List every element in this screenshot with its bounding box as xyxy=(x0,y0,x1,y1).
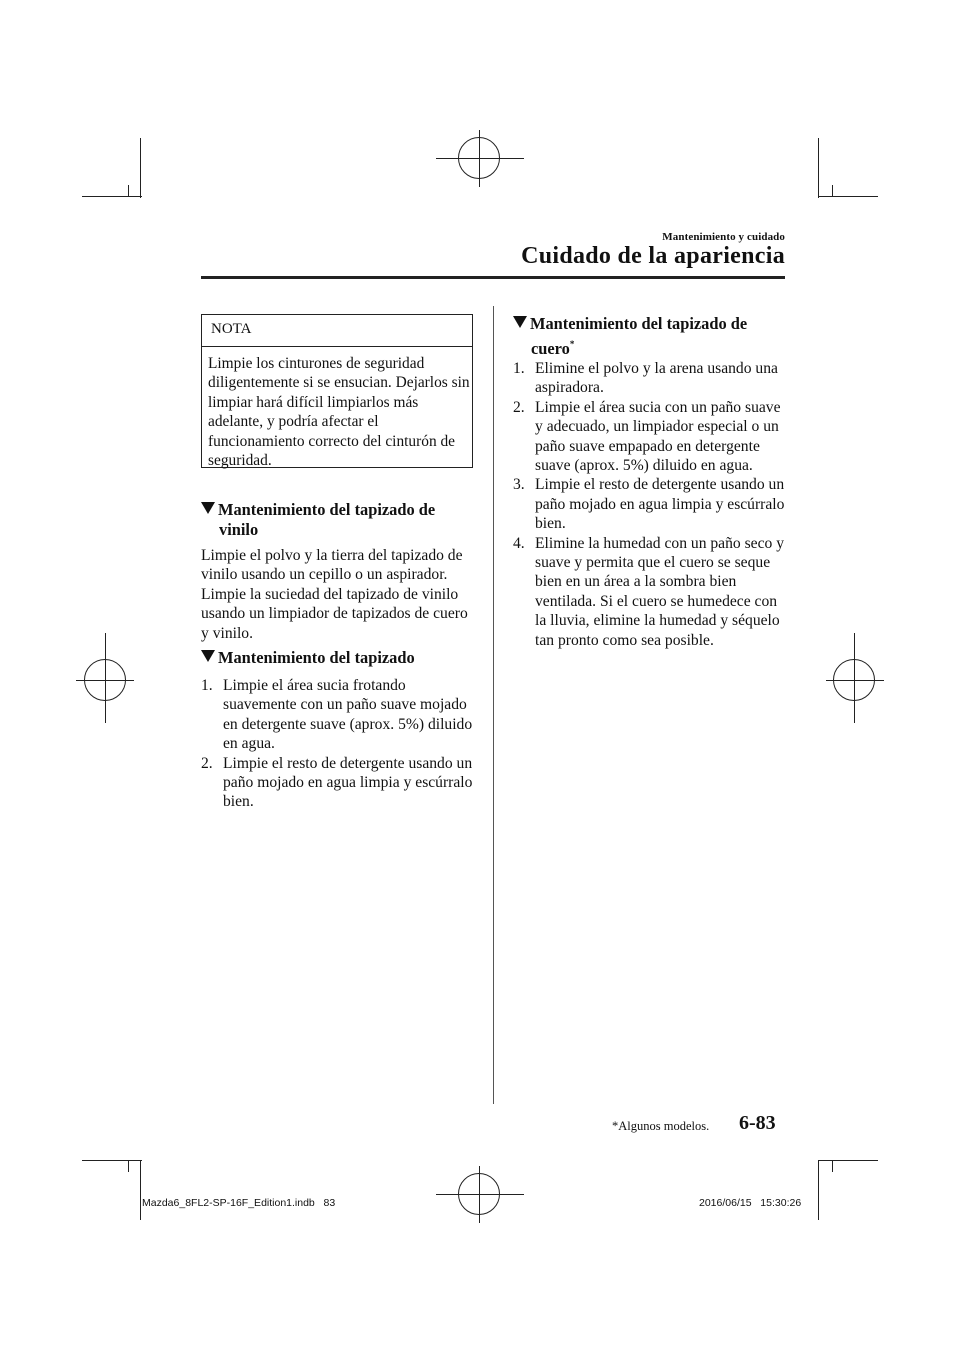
note-label: NOTA xyxy=(211,321,252,337)
note-text: Limpie los cinturones de seguridad diligentemente si se ensucian. Dejarlos sin limpiar hará difícil limpiarlos más adelante, y podría afectar el funcionamiento correcto del cinturón de seguridad. xyxy=(208,355,470,470)
triangle-bullet-icon xyxy=(201,502,215,514)
section-heading-vinyl: Mantenimiento del tapizado de vinilo xyxy=(201,500,481,540)
section-label: Mantenimiento y cuidado xyxy=(662,231,785,243)
footnote-marker: * xyxy=(569,339,575,349)
header-rule xyxy=(201,276,785,279)
note-box xyxy=(201,314,473,468)
note-divider xyxy=(202,346,472,347)
column-divider xyxy=(493,306,494,1104)
section-heading-upholstery: Mantenimiento del tapizado xyxy=(201,648,481,668)
upholstery-steps xyxy=(201,676,477,812)
list-item: 1. Elimine el polvo y la arena usando una aspiradora. xyxy=(513,360,778,397)
triangle-bullet-icon xyxy=(201,650,215,662)
section-heading-leather: Mantenimiento del tapizado de cuero* xyxy=(513,314,788,359)
footnote: *Algunos modelos. xyxy=(612,1119,710,1133)
page-number: 6-83 xyxy=(739,1112,776,1134)
triangle-bullet-icon xyxy=(513,316,527,328)
vinyl-paragraph: Limpie el polvo y la tierra del tapizado de vinilo usando un cepillo o un aspirador. Limpie la suciedad del tapizado de vinilo usando un limpiador de tapizados de cuero y vinilo. xyxy=(201,547,468,642)
list-item: 1. Limpie el área sucia frotando suavemente con un paño suave mojado en detergente suave (aprox. 5%) diluido en agua. xyxy=(201,677,473,753)
list-item: 3. Limpie el resto de detergente usando un paño mojado en agua limpia y escúrralo bien. xyxy=(513,476,785,533)
list-item: 2. Limpie el resto de detergente usando un paño mojado en agua limpia y escúrralo bien. xyxy=(201,754,473,811)
print-timestamp: 2016/06/15 15:30:26 xyxy=(699,1197,802,1209)
list-item: 4. Elimine la humedad con un paño seco y suave y permita que el cuero se seque bien en un área a la sombra bien ventilada. Si el cuero se humedece con la lluvia, elimine la humedad y séquelo tan pronto como sea posible. xyxy=(513,534,784,649)
list-item: 2. Limpie el área sucia con un paño suave y adecuado, un limpiador especial o un paño suave empapado en detergente suave (aprox. 5%) diluido en agua. xyxy=(513,398,781,475)
page-title: Cuidado de la apariencia xyxy=(521,243,785,269)
print-file-info: Mazda6_8FL2-SP-16F_Edition1.indb 83 xyxy=(142,1197,336,1209)
leather-steps xyxy=(513,359,789,650)
